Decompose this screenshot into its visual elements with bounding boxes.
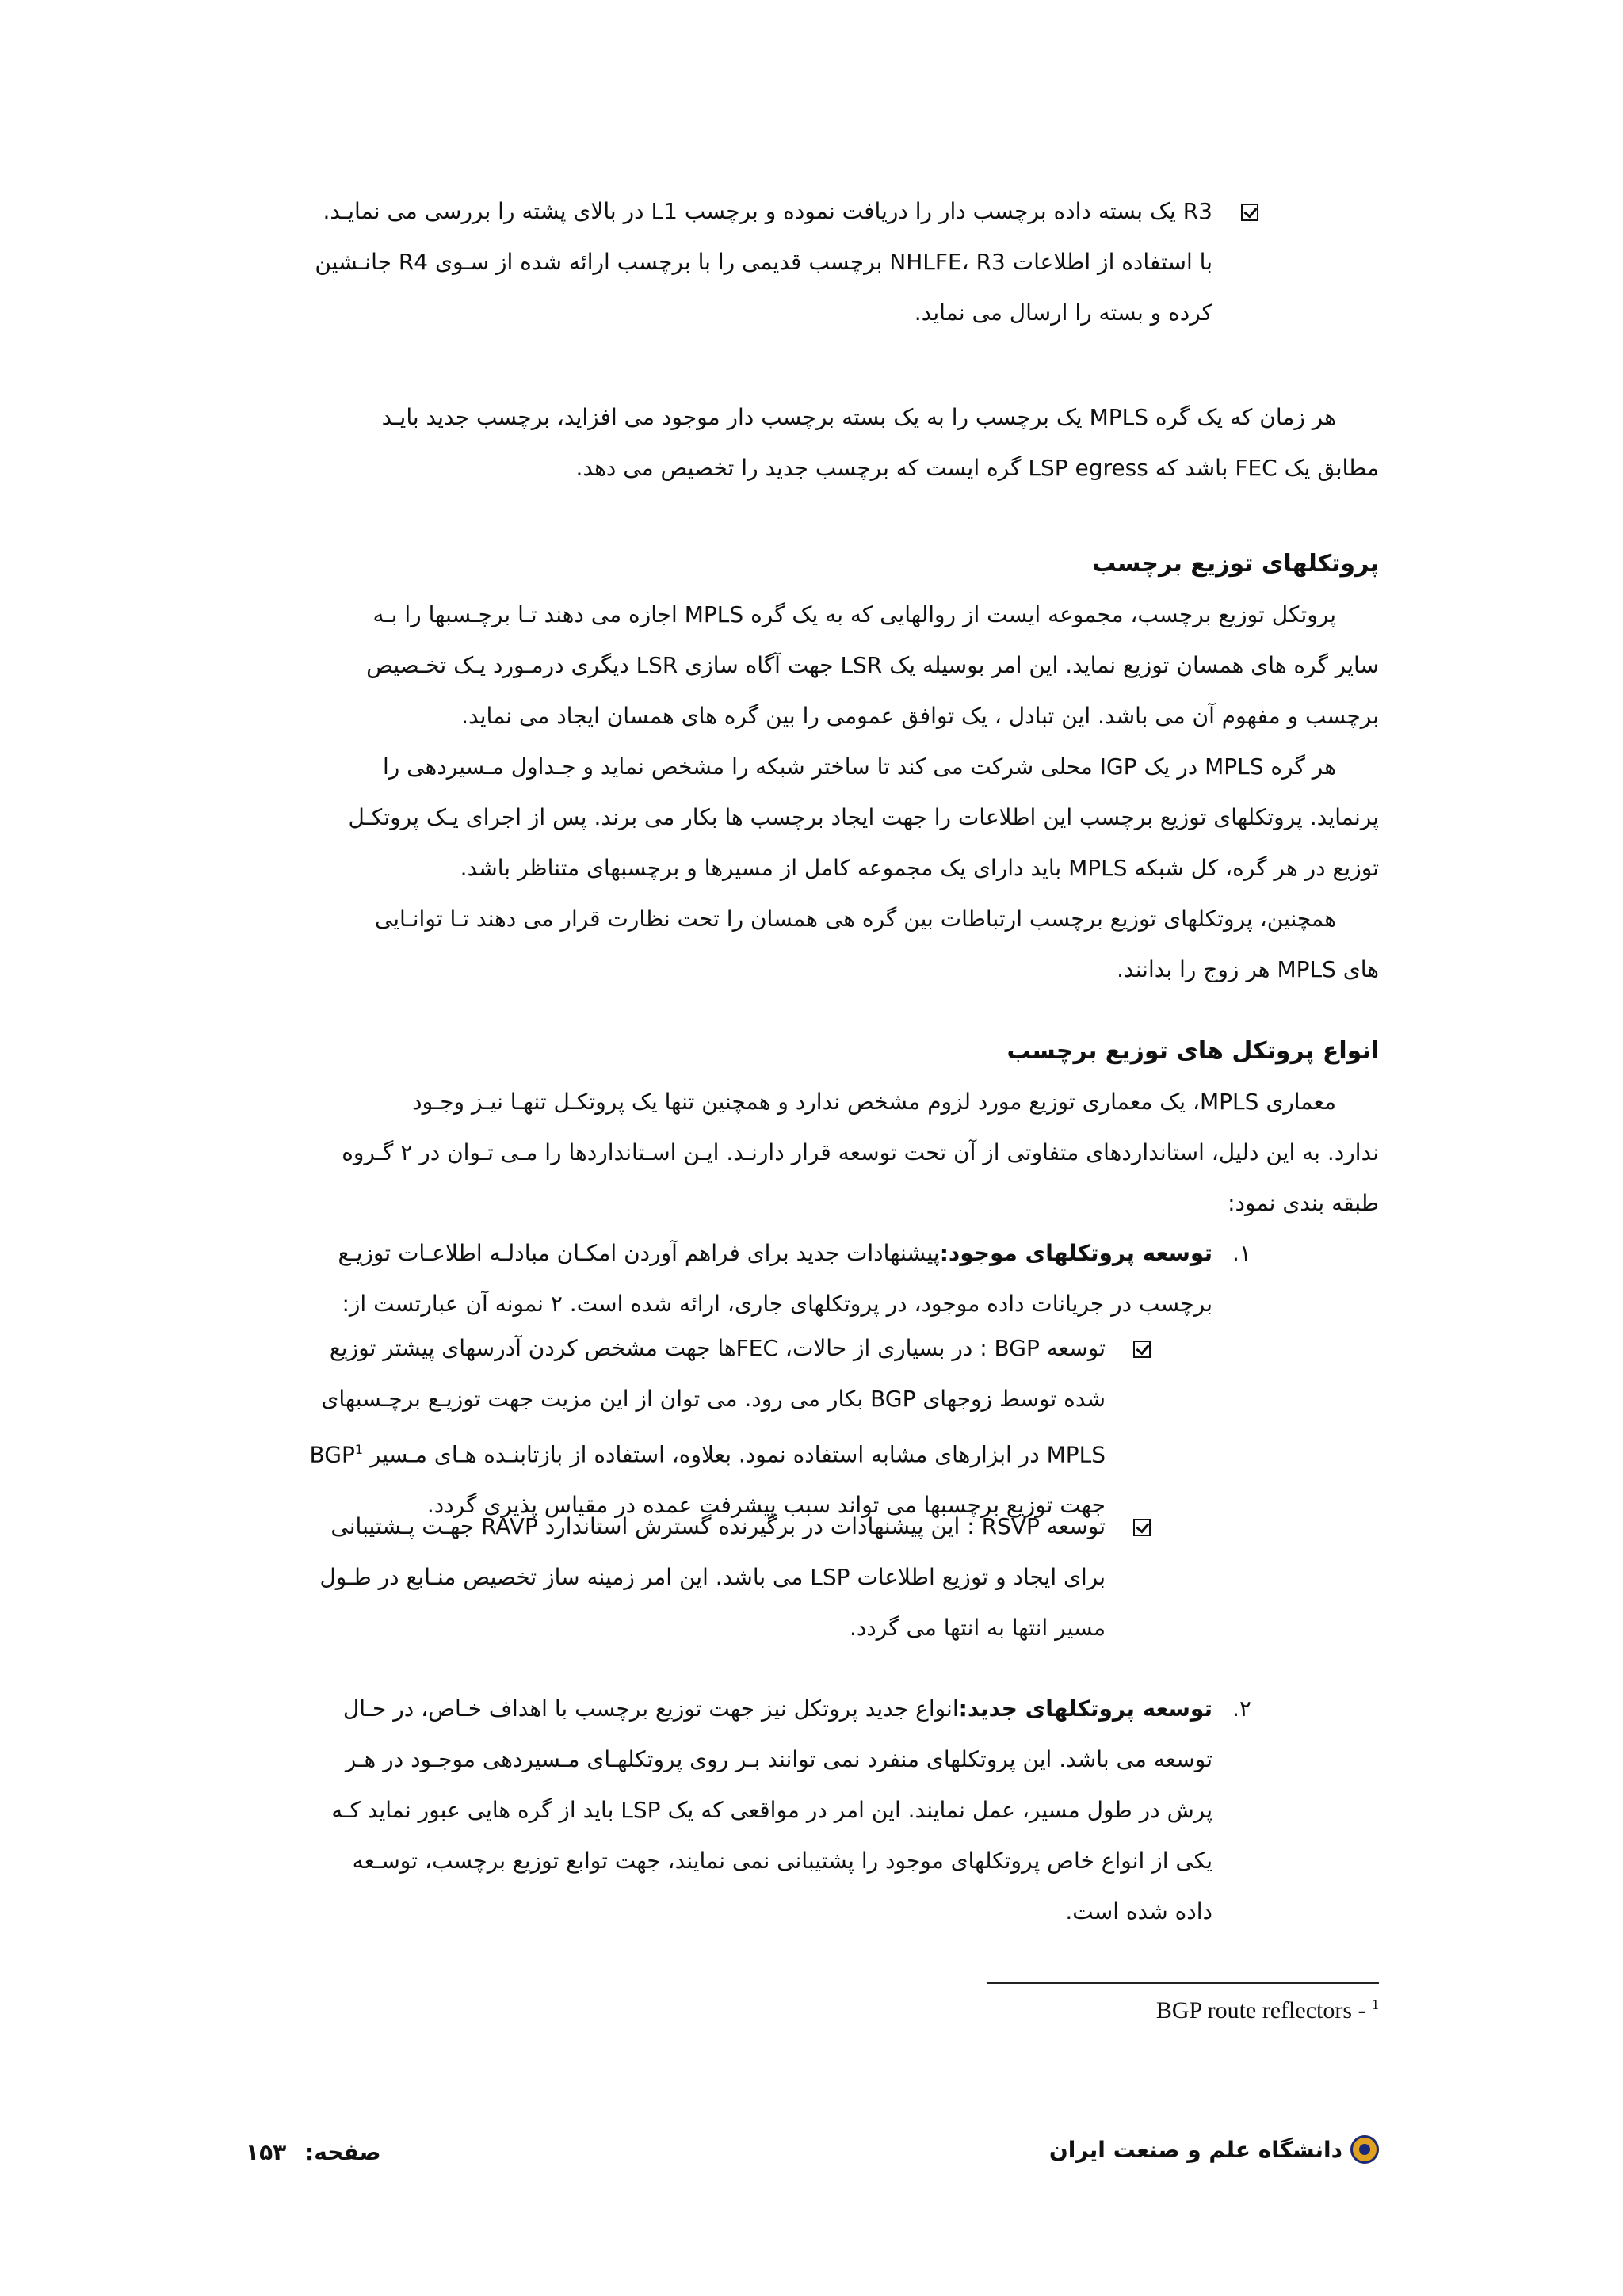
sub-bullet-line: توسعه RSVP : این پیشنهادات در برگیرنده گسترش استاندارد RAVP جهـت پـشتیبانی — [330, 1513, 1106, 1539]
paragraph-line: همچنین، پروتکلهای توزیع برچسب ارتباطات بین گره هی همسان را تحت نظارت قرار می دهند تـا توانـایی — [374, 906, 1336, 932]
paragraph-line: سایر گره های همسان توزیع نماید. این امر بوسیله یک LSR جهت آگاه سازی LSR دیگری درمـورد یـک تخـصیص — [366, 652, 1379, 678]
sub-bullet-line: جهت توزیع برچسبها می تواند سبب پیشرفت عمده در مقیاس پذیری گردد. — [426, 1492, 1106, 1519]
list-item-title: توسعه پروتکلهای جدید: — [958, 1695, 1212, 1722]
paragraph-line: طبقه بندی نمود: — [1228, 1190, 1379, 1216]
page-label: صفحه: — [305, 2139, 381, 2165]
list-item-line: یکی از انواع خاص پروتکلهای موجود را پشتیبانی نمی نمایند، جهت توابع توزیع برچسب، توسـعه — [352, 1848, 1212, 1874]
paragraph-line: توزیع در هر گره، کل شبکه MPLS باید دارای یک مجموعه کامل از مسیرها و برچسبهای متناظر باشد. — [460, 855, 1379, 881]
list-item-line-text: پیشنهادات جدید برای فراهم آوردن امکـان مبادلـه اطلاعـات توزیـع — [338, 1240, 940, 1266]
bullet-r3-line: R3 یک بسته داده برچسب دار را دریافت نموده و برچسب L1 در بالای پشته را بررسی می نمایـد. — [323, 198, 1212, 224]
paragraph-line: پروتکل توزیع برچسب، مجموعه ایست از روالهایی که به یک گره MPLS اجازه می دهند تـا برچـسبها را بـه — [372, 601, 1336, 627]
list-item-line-text: انواع جدید پروتکل نیز جهت توزیع برچسب با اهداف خـاص، در حـال — [342, 1695, 959, 1722]
footnote-mark: 1 — [1372, 1997, 1379, 2012]
paragraph-line: ندارد. به این دلیل، استانداردهای متفاوتی از آن تحت توسعه قرار دارنـد. ایـن اسـتانداردها را مـی تـوان در ۲ گـروه — [342, 1139, 1379, 1165]
university-logo-icon — [1350, 2135, 1379, 2164]
bullet-r3-text — [246, 186, 1212, 338]
list-item-line — [246, 1684, 1212, 1734]
list-item-line: داده شده است. — [1065, 1898, 1212, 1924]
sub-bullet-text — [246, 1323, 1106, 1531]
sub-bullet-line — [246, 1425, 1106, 1480]
list-number: ۲. — [1232, 1695, 1251, 1722]
checkbox-icon — [1133, 1519, 1151, 1536]
list-item-text — [246, 1684, 1212, 1937]
section-heading-label-distribution: پروتکلهای توزیع برچسب — [1092, 550, 1379, 578]
bullet-r3-line: با استفاده از اطلاعات NHLFE، R3 برچسب قدیمی را با برچسب ارائه شده از سـوی R4 جانـشین — [315, 249, 1212, 275]
sub-bullet-text — [246, 1501, 1106, 1653]
footnote — [1030, 1997, 1379, 2024]
checkbox-icon — [1133, 1341, 1151, 1358]
university-name: دانشگاه علم و صنعت ایران — [1048, 2136, 1342, 2163]
sub-bullet-line: مسیر انتها به انتها می گردد. — [849, 1615, 1106, 1641]
sub-bullet-line: برای ایجاد و توزیع اطلاعات LSP می باشد. این امر زمینه ساز تخصیص منـابع در طـول — [319, 1564, 1106, 1590]
list-item-text — [246, 1228, 1212, 1329]
footnote-text: BGP route reflectors - — [1155, 1997, 1366, 2023]
page-number — [246, 2139, 381, 2165]
paragraph-line: مطابق یک FEC باشد که LSP egress گره ایست که برچسب جدید را تخصیص می دهد. — [575, 455, 1379, 481]
list-item-line: توسعه می باشد. این پروتکلهای منفرد نمی توانند بـر روی پروتکلهـای مـسیردهی موجـود در هـر — [345, 1746, 1212, 1772]
list-item-line: پرش در طول مسیر، عمل نمایند. این امر در مواقعی که یک LSP باید از گره هایی عبور نماید کـه — [331, 1797, 1212, 1823]
paragraph-line: پرنماید. پروتکلهای توزیع برچسب این اطلاعات را جهت ایجاد برچسب ها بکار می برند. پس از اجرای یـک پروتکـل — [348, 804, 1379, 830]
footnote-reference[interactable]: 1 — [354, 1442, 364, 1457]
list-number: ۱. — [1232, 1240, 1251, 1266]
bullet-r3-line: کرده و بسته را ارسال می نماید. — [914, 299, 1212, 326]
section1-body — [246, 589, 1379, 995]
checkbox-icon — [1241, 204, 1258, 221]
list-item-line: برچسب در جریانات داده موجود، در پروتکلهای جاری، ارائه شده است. ۲ نمونه آن عبارتست از: — [342, 1291, 1212, 1317]
paragraph-line: های MPLS هر زوج را بدانند. — [1117, 956, 1379, 982]
footer-university — [1049, 2135, 1379, 2164]
section-heading-protocol-types: انواع پروتکل های توزیع برچسب — [1006, 1037, 1379, 1065]
list-item-line — [246, 1228, 1212, 1279]
list-item-title: توسعه پروتکلهای موجود: — [939, 1240, 1212, 1266]
sub-bullet-line: شده توسط زوجهای BGP بکار می رود. می توان از این مزیت جهت توزیـع برچـسبهای — [321, 1386, 1106, 1412]
paragraph-line: برچسب و مفهوم آن می باشد. این تبادل ، یک توافق عمومی را بین گره های همسان ایجاد می نماید. — [461, 703, 1379, 729]
page-number-value: ۱۵۳ — [246, 2139, 287, 2165]
sub-bullet-line-text: MPLS در ابزارهای مشابه استفاده نمود. بعلاوه، استفاده از بازتابنـده هـای مـسیر BGP — [309, 1441, 1106, 1468]
footnote-divider — [987, 1982, 1379, 1984]
section2-intro — [246, 1077, 1379, 1229]
paragraph-line: هر گره MPLS در یک IGP محلی شرکت می کند تا ساختر شبکه را مشخص نماید و جـداول مـسیردهی را — [382, 753, 1336, 780]
paragraph-mpls-label — [246, 392, 1379, 494]
paragraph-line: هر زمان که یک گره MPLS یک برچسب را به یک بسته برچسب دار موجود می افزاید، برچسب جدید بایـد — [381, 404, 1336, 430]
paragraph-line: معماری MPLS، یک معماری توزیع مورد لزوم مشخص ندارد و همچنین تنها یک پروتکـل تنهـا نیـز وجـود — [412, 1089, 1336, 1115]
sub-bullet-line: توسعه BGP : در بسیاری از حالات، FECها جهت مشخص کردن آدرسهای پیشتر توزیع — [329, 1335, 1106, 1361]
